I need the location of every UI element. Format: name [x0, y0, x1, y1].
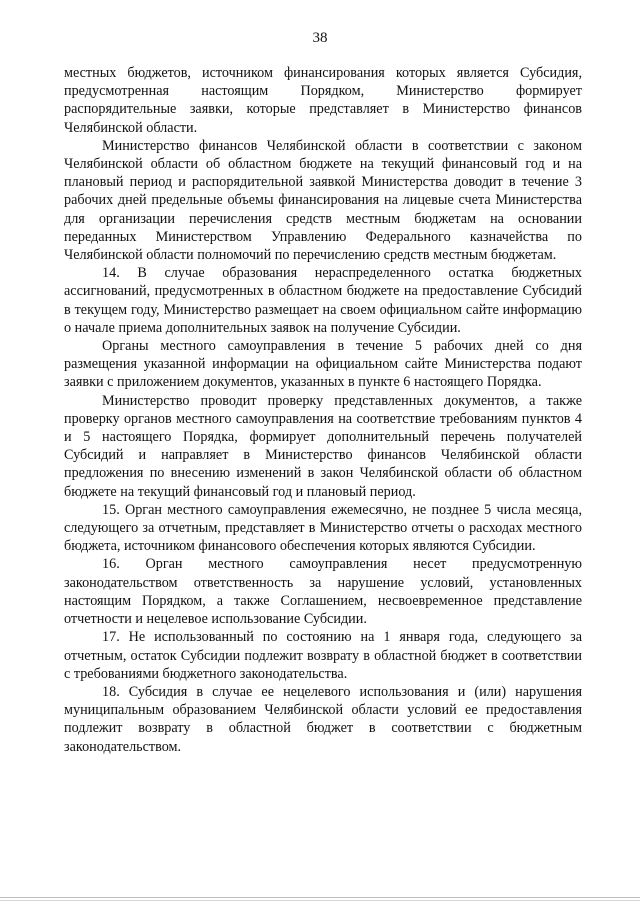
paragraph-item-14-local-bodies: Органы местного самоуправления в течение 5 рабочих дней со дня размещения указанной информации на официальном сайте Министерства подают заявки с приложением документов, указанных в пункте 6 настоящего Порядка. — [64, 338, 582, 391]
paragraph-continuation: местных бюджетов, источником финансирования которых является Субсидия, предусмотренная настоящим Порядком, Министерство формирует распорядительные заявки, которые представляет в Министерство финансов Челябинской области. — [64, 65, 582, 136]
paragraph-item-14: 14. В случае образования нераспределенного остатка бюджетных ассигнований, предусмотренных в областном бюджете на предоставление Субсидий в текущем году, Министерство размещает на своем официальном сайте информацию о начале приема дополнительных заявок на получение Субсидии. — [64, 265, 582, 336]
paragraph-item-15: 15. Орган местного самоуправления ежемесячно, не позднее 5 числа месяца, следующего за отчетным, представляет в Министерство отчеты о расходах местного бюджета, источником финансового обеспечения которых являются Субсидии. — [64, 501, 582, 555]
document-body — [64, 64, 582, 756]
paragraph-finance-ministry: Министерство финансов Челябинской области в соответствии с законом Челябинской области об областном бюджете на текущий финансовый год и на плановый период и распорядительной заявкой Министерства доводит в течение 3 рабочих дней предельные объемы финансирования на лицевые счета Министерства для организации перечисления средств местным бюджетам на основании переданных Министерством Управлению Федерального казначейства по Челябинской области полномочий по перечислению средств местным бюджетам. — [64, 137, 582, 264]
scan-edge-line-secondary — [0, 900, 640, 901]
page-number: 38 — [312, 30, 328, 46]
paragraph-item-16: 16. Орган местного самоуправления несет предусмотренную законодательством ответственность за нарушение условий, установленных настоящим Порядком, а также Соглашением, несвоевременное представление отчетности и нецелевое использование Субсидии. — [64, 556, 582, 628]
paragraph-item-14-verification: Министерство проводит проверку представленных документов, а также проверку органов местного самоуправления на соответствие требованиям пунктов 4 и 5 настоящего Порядка, формирует дополнительный перечень получателей Субсидий и направляет в Министерство финансов Челябинской области предложения по внесению изменений в закон Челябинской области об областном бюджете на текущий финансовый год и плановый период. — [64, 392, 582, 500]
paragraph-item-17: 17. Не использованный по состоянию на 1 января года, следующего за отчетным, остаток Субсидии подлежит возврату в областной бюджет в соответствии с требованиями бюджетного законодательства. — [64, 629, 582, 682]
scan-edge-line — [0, 897, 640, 898]
paragraph-item-18: 18. Субсидия в случае ее нецелевого использования и (или) нарушения муниципальным образованием Челябинской области условий ее предоставления подлежит возврату в областной бюджет в соответствии с бюджетным законодательством. — [64, 683, 582, 755]
